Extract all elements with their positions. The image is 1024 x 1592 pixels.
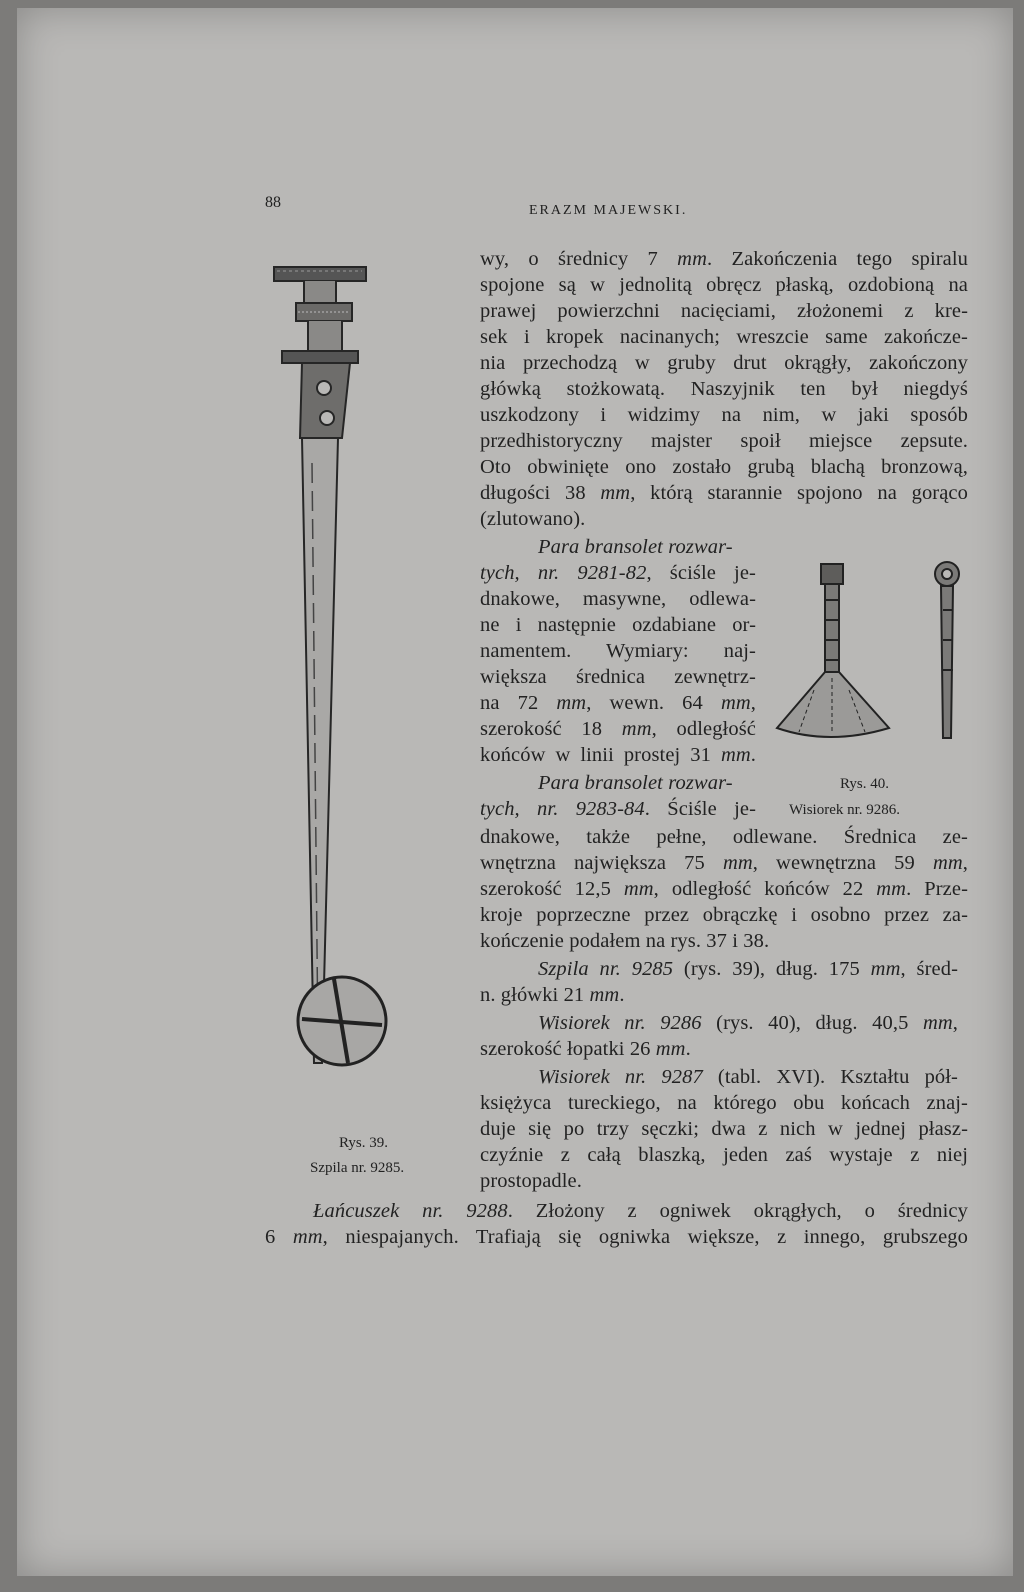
text-segment: przedhistoryczny majster spoił miejsce zepsute. xyxy=(480,430,968,452)
text-segment: dnakowe, także pełne, odlewane. Średnica ze- xyxy=(480,826,968,848)
text-segment: długości 38 xyxy=(480,482,601,504)
italic-text: mm xyxy=(655,1038,686,1060)
text-segment: szerokość 18 xyxy=(480,718,622,740)
italic-text: Para bransolet rozwar- xyxy=(538,772,733,794)
text-segment: końców w linii prostej 31 xyxy=(480,744,721,766)
text-segment: . Złożony z ogniwek okrągłych, o średnicy xyxy=(507,1200,968,1222)
italic-text: Szpila nr. 9285 xyxy=(538,958,674,980)
text-line xyxy=(480,640,756,663)
text-line xyxy=(480,274,968,297)
italic-text: mm xyxy=(720,744,751,766)
text-segment: , xyxy=(750,692,756,714)
text-segment: ne i następnie ozdabiane or- xyxy=(480,614,756,636)
text-segment: , niespajanych. Trafiają się ogniwka większe, z innego, grubszego xyxy=(322,1226,969,1248)
text-line xyxy=(480,666,756,689)
text-segment: 6 xyxy=(265,1226,293,1248)
pendant-figure xyxy=(769,560,989,760)
text-segment: (rys. 40), dług. 40,5 xyxy=(701,1012,923,1034)
text-segment: duje się po trzy sęczki; dwa z nich w jednej płasz- xyxy=(480,1118,968,1140)
italic-text: mm xyxy=(600,482,631,504)
text-segment: czyźnie z całą blaszką, jeden zaś wystaje z niej xyxy=(480,1144,968,1166)
italic-text: mm xyxy=(589,984,620,1006)
text-segment: kończenie podałem na rys. 37 i 38. xyxy=(480,930,770,952)
text-segment: szerokość łopatki 26 xyxy=(480,1038,656,1060)
italic-text: mm xyxy=(722,852,753,874)
text-line xyxy=(480,352,968,375)
text-segment: n. główki 21 xyxy=(480,984,590,1006)
text-segment: , odległość końców 22 xyxy=(653,878,877,900)
text-line xyxy=(480,1170,582,1193)
text-line xyxy=(480,508,585,531)
text-segment: , odległość xyxy=(651,718,756,740)
text-segment: . Prze- xyxy=(906,878,968,900)
italic-text: mm xyxy=(621,718,652,740)
page-number: 88 xyxy=(265,194,281,211)
text-line xyxy=(480,744,756,767)
italic-text: mm xyxy=(922,1012,953,1034)
text-segment: (tabl. XVI). Kształtu pół- xyxy=(702,1066,958,1088)
text-segment: dnakowe, masywne, odlewa- xyxy=(480,588,756,610)
text-segment: . Zakończenia tego spiralu xyxy=(706,248,969,270)
italic-text: Para bransolet rozwar- xyxy=(538,536,733,558)
text-segment: . Ściśle je- xyxy=(644,798,756,820)
text-line xyxy=(480,692,756,715)
text-segment: prostopadle. xyxy=(480,1170,582,1192)
text-line xyxy=(480,430,968,453)
italic-text: mm xyxy=(932,852,963,874)
text-line xyxy=(480,904,968,927)
italic-text: mm xyxy=(677,248,707,270)
text-segment: Oto obwinięte ono zostało grubą blachą bronzową, xyxy=(480,456,968,478)
text-line xyxy=(480,378,968,401)
text-line xyxy=(480,984,625,1007)
text-line xyxy=(480,248,968,271)
italic-text: mm xyxy=(720,692,751,714)
text-segment: większa średnica zewnętrz- xyxy=(480,666,756,688)
italic-text: tych, nr. 9283-84 xyxy=(480,798,645,820)
italic-text: mm xyxy=(556,692,587,714)
text-segment: prawej powierzchni nacięciami, złożonemi z kre- xyxy=(480,300,968,322)
text-segment: na 72 xyxy=(480,692,557,714)
text-segment: , którą starannie spojono na gorąco xyxy=(630,482,968,504)
figure-40-number: Rys. 40. xyxy=(840,776,889,792)
text-line xyxy=(480,404,968,427)
document-page xyxy=(17,8,1013,1576)
text-segment: , śred- xyxy=(900,958,959,980)
text-line xyxy=(538,772,733,795)
text-segment: wnętrzna największa 75 xyxy=(480,852,723,874)
text-segment: , wewn. 64 xyxy=(586,692,721,714)
text-segment: (zlutowano). xyxy=(480,508,586,530)
italic-text: tych, nr. 9281-82 xyxy=(480,562,647,584)
text-segment: , xyxy=(952,1012,959,1034)
text-segment: namentem. Wymiary: naj- xyxy=(480,640,756,662)
text-line xyxy=(480,718,756,741)
text-line xyxy=(480,326,968,349)
text-line xyxy=(480,878,968,901)
text-segment: uszkodzony i widzimy na nim, w jaki sposób xyxy=(480,404,968,426)
italic-text: Wisiorek nr. 9287 xyxy=(538,1066,703,1088)
text-segment: (rys. 39), dług. 175 xyxy=(673,958,871,980)
text-segment: . xyxy=(619,984,625,1006)
text-line xyxy=(480,562,756,585)
text-segment: spojone są w jednolitą obręcz płaską, ozdobioną na xyxy=(480,274,968,296)
text-line xyxy=(480,1092,968,1115)
italic-text: Łańcuszek nr. 9288 xyxy=(313,1200,508,1222)
text-segment: sek i kropek nacinanych; wreszcie same zakończe- xyxy=(480,326,968,348)
text-line xyxy=(538,536,733,559)
figure-39-title: Szpila nr. 9285. xyxy=(310,1160,405,1176)
text-segment: . xyxy=(750,744,756,766)
text-line xyxy=(480,798,756,821)
text-segment: księżyca tureckiego, na którego obu końcach znaj- xyxy=(480,1092,968,1114)
text-line xyxy=(265,1226,968,1249)
figure-40-title: Wisiorek nr. 9286. xyxy=(789,802,901,818)
text-line xyxy=(480,482,968,505)
text-segment: . xyxy=(685,1038,691,1060)
text-line xyxy=(480,852,968,875)
text-line xyxy=(480,614,756,637)
text-line xyxy=(480,826,968,849)
text-line xyxy=(538,1066,958,1089)
italic-text: mm xyxy=(623,878,654,900)
text-segment: główką stożkowatą. Naszyjnik ten był niegdyś xyxy=(480,378,968,400)
italic-text: mm xyxy=(870,958,901,980)
text-segment: , ściśle je- xyxy=(646,562,756,584)
text-segment: kroje poprzeczne przez obrączkę i osobno przez za- xyxy=(480,904,968,926)
text-line xyxy=(313,1200,968,1223)
pin-figure xyxy=(272,263,402,1123)
text-line xyxy=(480,588,756,611)
text-line xyxy=(480,1038,691,1061)
text-segment: wy, o średnicy 7 xyxy=(480,248,678,270)
running-title: ERAZM MAJEWSKI. xyxy=(529,203,688,218)
text-line xyxy=(480,456,968,479)
text-segment: , xyxy=(962,852,968,874)
text-line xyxy=(538,958,958,981)
text-segment: nia przechodzą w gruby drut okrągły, zakończony xyxy=(480,352,968,374)
text-line xyxy=(538,1012,958,1035)
text-line xyxy=(480,930,769,953)
italic-text: Wisiorek nr. 9286 xyxy=(538,1012,702,1034)
text-line xyxy=(480,1118,968,1141)
text-segment: szerokość 12,5 xyxy=(480,878,624,900)
text-line xyxy=(480,300,968,323)
text-line xyxy=(480,1144,968,1167)
italic-text: mm xyxy=(292,1226,323,1248)
italic-text: mm xyxy=(876,878,907,900)
text-segment: , wewnętrzna 59 xyxy=(752,852,933,874)
figure-39-number: Rys. 39. xyxy=(339,1135,388,1151)
